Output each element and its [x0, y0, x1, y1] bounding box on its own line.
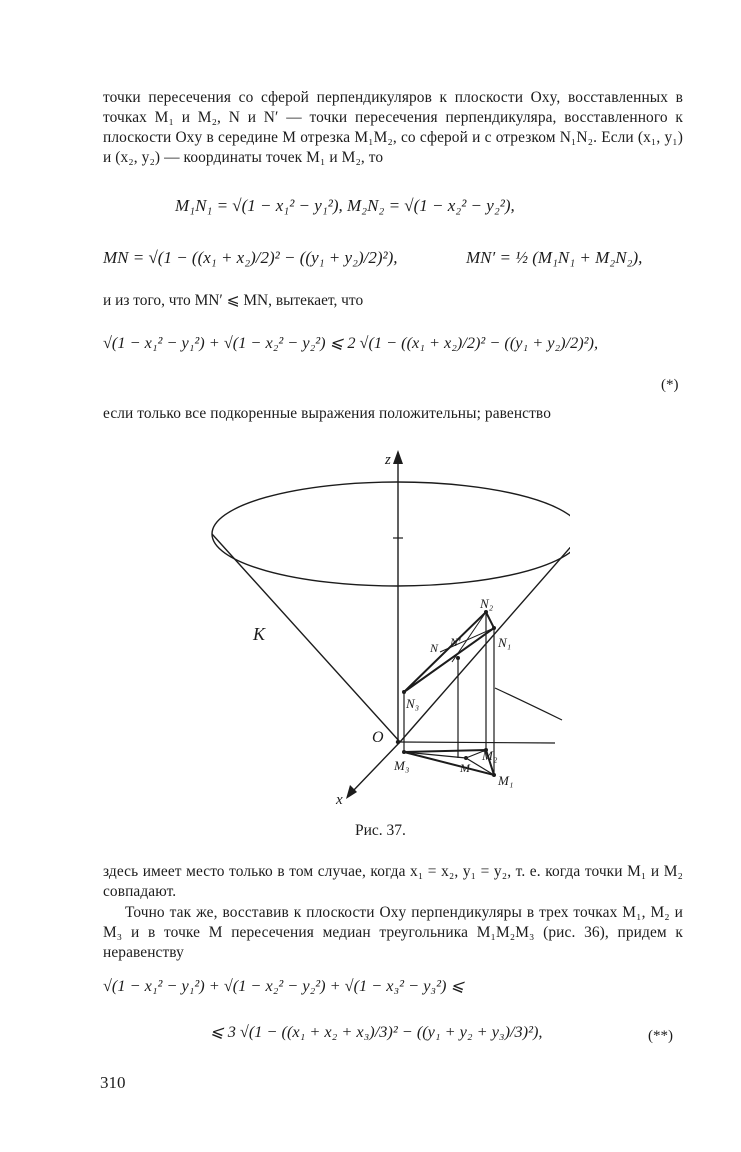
equation-tag-2: (**) — [648, 1028, 673, 1044]
label-n1: N₁ — [498, 635, 512, 650]
y-axis — [400, 742, 555, 743]
label-n: N — [430, 641, 439, 655]
label-k: K — [253, 624, 266, 644]
equation-tag-1: (*) — [661, 377, 679, 393]
formula-inequality-2-line1: √(1 − x₁² − y₁²) + √(1 − x₂² − y₂²) + √(1 − x₃² − y₃²) ⩽ — [103, 976, 465, 995]
paragraph-positivity: если только все подкоренные выражения положительны; равенство — [103, 405, 551, 422]
formula-m1n1-m2n2: M₁N₁ = √(1 − x₁² − y₁²), M₂N₂ = √(1 − x₂² − y₂²), — [175, 196, 515, 215]
paragraph-intro: точки пересечения со сферой перпендикуляров к плоскости Oxy, восставленных в точках M₁ и M₂, N и N′ — точки пересечения перпендикуляра, восставленного к плоскости Oxy в середине M отрезка M₁M₂, со сферой и с отрезком N₁N₂. Если (x₁, y₁) и (x₂, y₂) — координаты точек M₁ и M₂, то — [103, 89, 683, 166]
page-number: 310 — [100, 1073, 126, 1092]
label-m1: M₁ — [498, 773, 514, 788]
x-axis-arrow — [346, 785, 357, 799]
top-triangle — [404, 612, 494, 692]
label-n2: N₂ — [480, 596, 494, 611]
z-axis-arrow — [393, 450, 403, 464]
figure-37 — [190, 440, 570, 820]
paragraph-equality: здесь имеет место только в том случае, когда x₁ = x₂, y₁ = y₂, т. е. когда точки M₁ и M₂ совпадают. — [103, 863, 683, 900]
label-m3: M₃ — [394, 758, 410, 773]
paragraph-three-points: Точно так же, восставив к плоскости Oxy перпендикуляры в трех точках M₁, M₂ и M₃ и в точке M пересечения медиан треугольника M₁M₂M₃ (рис. 36), придем к неравенству — [103, 904, 683, 961]
figure-caption: Рис. 37. — [355, 822, 406, 839]
label-x: x — [336, 792, 343, 808]
x-axis — [352, 742, 400, 792]
label-n3: N₃ — [406, 696, 420, 711]
formula-mn: MN = √(1 − ((x₁ + x₂)/2)² − ((y₁ + y₂)/2)²), — [103, 248, 398, 267]
label-n-prime: N′ — [450, 635, 461, 649]
formula-inequality-2-line2: ⩽ 3 √(1 − ((x₁ + x₂ + x₃)/3)² − ((y₁ + y₂ + y₃)/3)²), — [210, 1022, 543, 1041]
label-m: M — [460, 761, 470, 775]
cone-top-ellipse — [212, 482, 570, 586]
formula-mn-prime: MN′ = ½ (M₁N₁ + M₂N₂), — [466, 248, 643, 267]
text-inequality-intro: и из того, что MN′ ⩽ MN, вытекает, что — [103, 292, 364, 309]
label-o: O — [372, 729, 384, 746]
label-m2: M₂ — [482, 748, 498, 763]
label-z: z — [385, 452, 391, 468]
formula-inequality-1: √(1 − x₁² − y₁²) + √(1 − x₂² − y₂²) ⩽ 2 √(1 − ((x₁ + x₂)/2)² − ((y₁ + y₂)/2)²), — [103, 333, 599, 352]
cone-generator-left — [212, 534, 400, 742]
sphere-curve — [495, 688, 562, 720]
